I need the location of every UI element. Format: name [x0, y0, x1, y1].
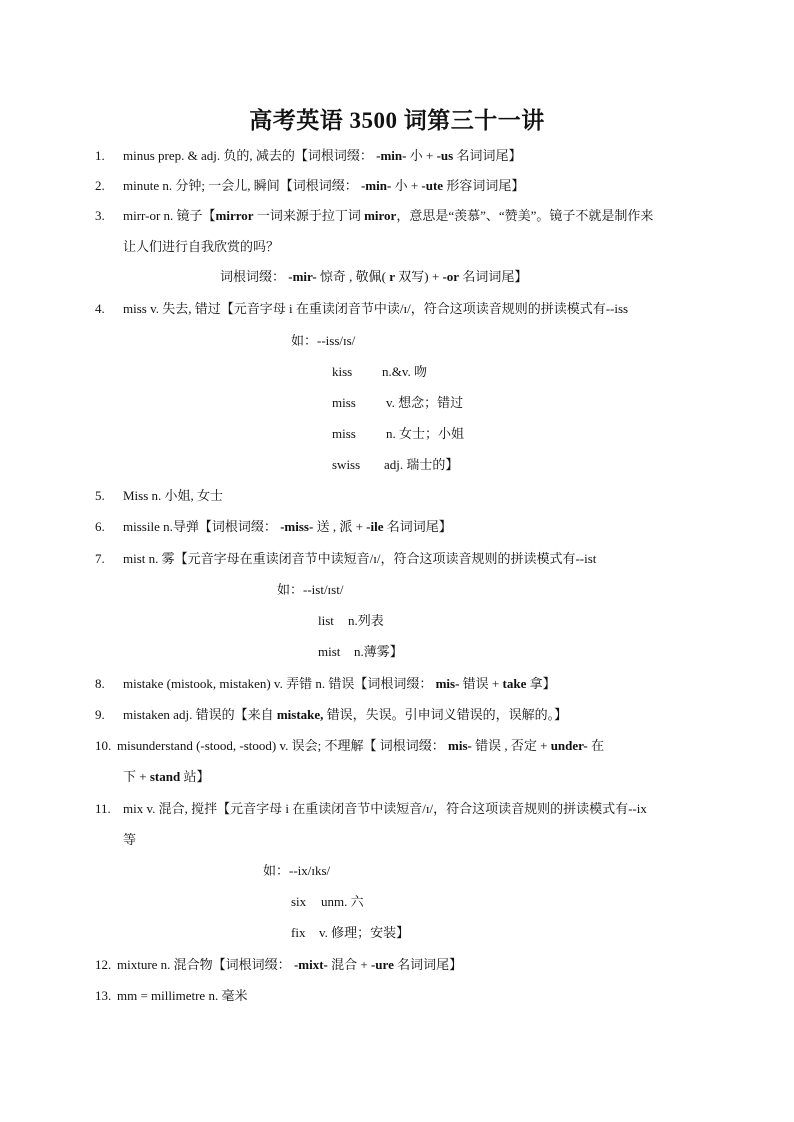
- example-word: fix: [291, 925, 306, 940]
- text: 名词词尾】: [383, 519, 452, 534]
- text: 一词来源于拉丁词: [253, 208, 365, 223]
- example-meaning: v. 修理；安装】: [319, 925, 410, 940]
- text: 名词词尾】: [459, 269, 528, 284]
- example-word: six: [291, 894, 307, 909]
- text: 混合 +: [327, 957, 371, 972]
- text: misunderstand (-stood, -stood) v. 误会; 不理解【 词根词缀：: [117, 738, 448, 753]
- example-word-row: [318, 613, 384, 629]
- example-meaning: n.&v. 吻: [382, 364, 428, 379]
- root: -min-: [360, 178, 392, 193]
- text: 形容词词尾】: [443, 178, 525, 193]
- example-word-row: [318, 644, 403, 660]
- text: 惊奇 , 敬佩(: [316, 269, 390, 284]
- entry-text: [123, 676, 556, 692]
- entry-number: 11.: [95, 801, 111, 816]
- example-meaning: n.薄雾】: [354, 644, 403, 659]
- entry-number: 4.: [95, 301, 105, 316]
- example-word-row: [332, 364, 427, 380]
- example-word-row: [332, 395, 463, 411]
- entry-number: 10.: [95, 738, 112, 753]
- root: -mir-: [288, 269, 317, 284]
- entry-number: 5.: [95, 488, 105, 503]
- entry-text: mm = millimetre n. 毫米: [117, 988, 248, 1003]
- text: 小 +: [391, 178, 422, 193]
- example-word-row: [332, 457, 458, 473]
- root: -mixt-: [293, 957, 328, 972]
- entry-text: [123, 519, 452, 535]
- example-pattern: 如：--iss/ɪs/: [291, 333, 356, 348]
- text: minute n. 分钟; 一会儿, 瞬间【词根词缀：: [123, 178, 361, 193]
- entry-number: 2.: [95, 178, 105, 193]
- suffix: -ile: [366, 519, 384, 534]
- text: 送 , 派 +: [313, 519, 367, 534]
- example-meaning: unm. 六: [321, 894, 364, 909]
- word: mistake,: [276, 707, 324, 722]
- entry-3-root-line: [220, 269, 527, 285]
- entry-10-continuation: [123, 769, 209, 785]
- entry-text: [123, 148, 521, 164]
- example-word: list: [318, 613, 334, 628]
- page-title: 高考英语 3500 词第三十一讲: [249, 108, 545, 133]
- entry-text: mist n. 雾【元音字母在重读闭音节中读短音/ɪ/，符合这项读音规则的拼读模式有--ist: [123, 551, 597, 566]
- entry-text: [117, 957, 462, 973]
- entry-number: 3.: [95, 208, 105, 223]
- text: missile n.导弹【词根词缀：: [123, 519, 281, 534]
- word: stand: [149, 769, 181, 784]
- entry-text: mix v. 混合, 搅拌【元音字母 i 在重读闭音节中读短音/ɪ/，符合这项读音规则的拼读模式有--ix: [123, 801, 647, 816]
- example-pattern: 如：--ist/ɪst/: [277, 582, 344, 597]
- text: 下 +: [123, 769, 150, 784]
- entry-number: 9.: [95, 707, 105, 722]
- prefix: mis-: [448, 738, 472, 753]
- entry-text: [117, 738, 604, 754]
- example-meaning: v. 想念；错过: [386, 395, 464, 410]
- word: mirror: [215, 208, 254, 223]
- entry-number: 7.: [95, 551, 105, 566]
- entry-text: miss v. 失去, 错过【元音字母 i 在重读闭音节中读/ɪ/，符合这项读音规则的拼读模式有--iss: [123, 301, 629, 316]
- text: mirr-or n. 镜子【: [123, 208, 216, 223]
- example-meaning: n. 女士；小姐: [386, 426, 465, 441]
- word: take: [502, 676, 527, 691]
- example-word-row: [291, 894, 364, 910]
- entry-text: [123, 707, 567, 723]
- entry-number: 1.: [95, 148, 105, 163]
- example-word: miss: [332, 395, 356, 410]
- text: mistaken adj. 错误的【来自: [123, 707, 277, 722]
- entry-number: 6.: [95, 519, 105, 534]
- entry-text: Miss n. 小姐, 女士: [123, 488, 224, 503]
- word: miror: [364, 208, 397, 223]
- text: 错误，失误。引申词义错误的，误解的。】: [323, 707, 568, 722]
- example-word: mist: [318, 644, 341, 659]
- example-word: miss: [332, 426, 356, 441]
- entry-text: [123, 208, 653, 224]
- example-word: swiss: [332, 457, 361, 472]
- suffix: -ure: [370, 957, 394, 972]
- text: 站】: [180, 769, 210, 784]
- prefix: mis-: [435, 676, 460, 691]
- suffix: -ute: [421, 178, 444, 193]
- root: -min-: [376, 148, 407, 163]
- entry-text: [123, 178, 524, 194]
- text: 错误 +: [459, 676, 503, 691]
- example-pattern: 如：--ix/ɪks/: [263, 863, 331, 878]
- example-meaning: n.列表: [348, 613, 384, 628]
- example-word-row: [332, 426, 464, 442]
- entry-number: 8.: [95, 676, 105, 691]
- text: 拿】: [526, 676, 556, 691]
- text: ，意思是“羡慕”、“赞美”。镜子不就是制作来: [396, 208, 654, 223]
- entry-11-continuation: 等: [123, 832, 137, 847]
- entry-number: 13.: [95, 988, 112, 1003]
- text: 名词词尾】: [393, 957, 463, 972]
- entry-3-continuation: 让人们进行自我欣赏的吗？: [123, 239, 280, 254]
- text: 双写) +: [395, 269, 443, 284]
- text: 名词词尾】: [453, 148, 522, 163]
- letter: r: [389, 269, 396, 284]
- suffix: -us: [436, 148, 454, 163]
- text: 词根词缀：: [220, 269, 289, 284]
- text: minus prep. & adj. 负的, 减去的【词根词缀：: [123, 148, 377, 163]
- text: 错误 , 否定 +: [471, 738, 551, 753]
- text: 小 +: [406, 148, 437, 163]
- text: mixture n. 混合物【词根词缀：: [117, 957, 294, 972]
- entry-number: 12.: [95, 957, 112, 972]
- example-meaning: adj. 瑞士的】: [384, 457, 459, 472]
- example-word-row: [291, 925, 409, 941]
- text: mistake (mistook, mistaken) v. 弄错 n. 错误【词根词缀：: [123, 676, 436, 691]
- prefix: under-: [550, 738, 588, 753]
- example-word: kiss: [332, 364, 353, 379]
- root: -miss-: [280, 519, 314, 534]
- suffix: -or: [442, 269, 460, 284]
- text: 在: [587, 738, 605, 753]
